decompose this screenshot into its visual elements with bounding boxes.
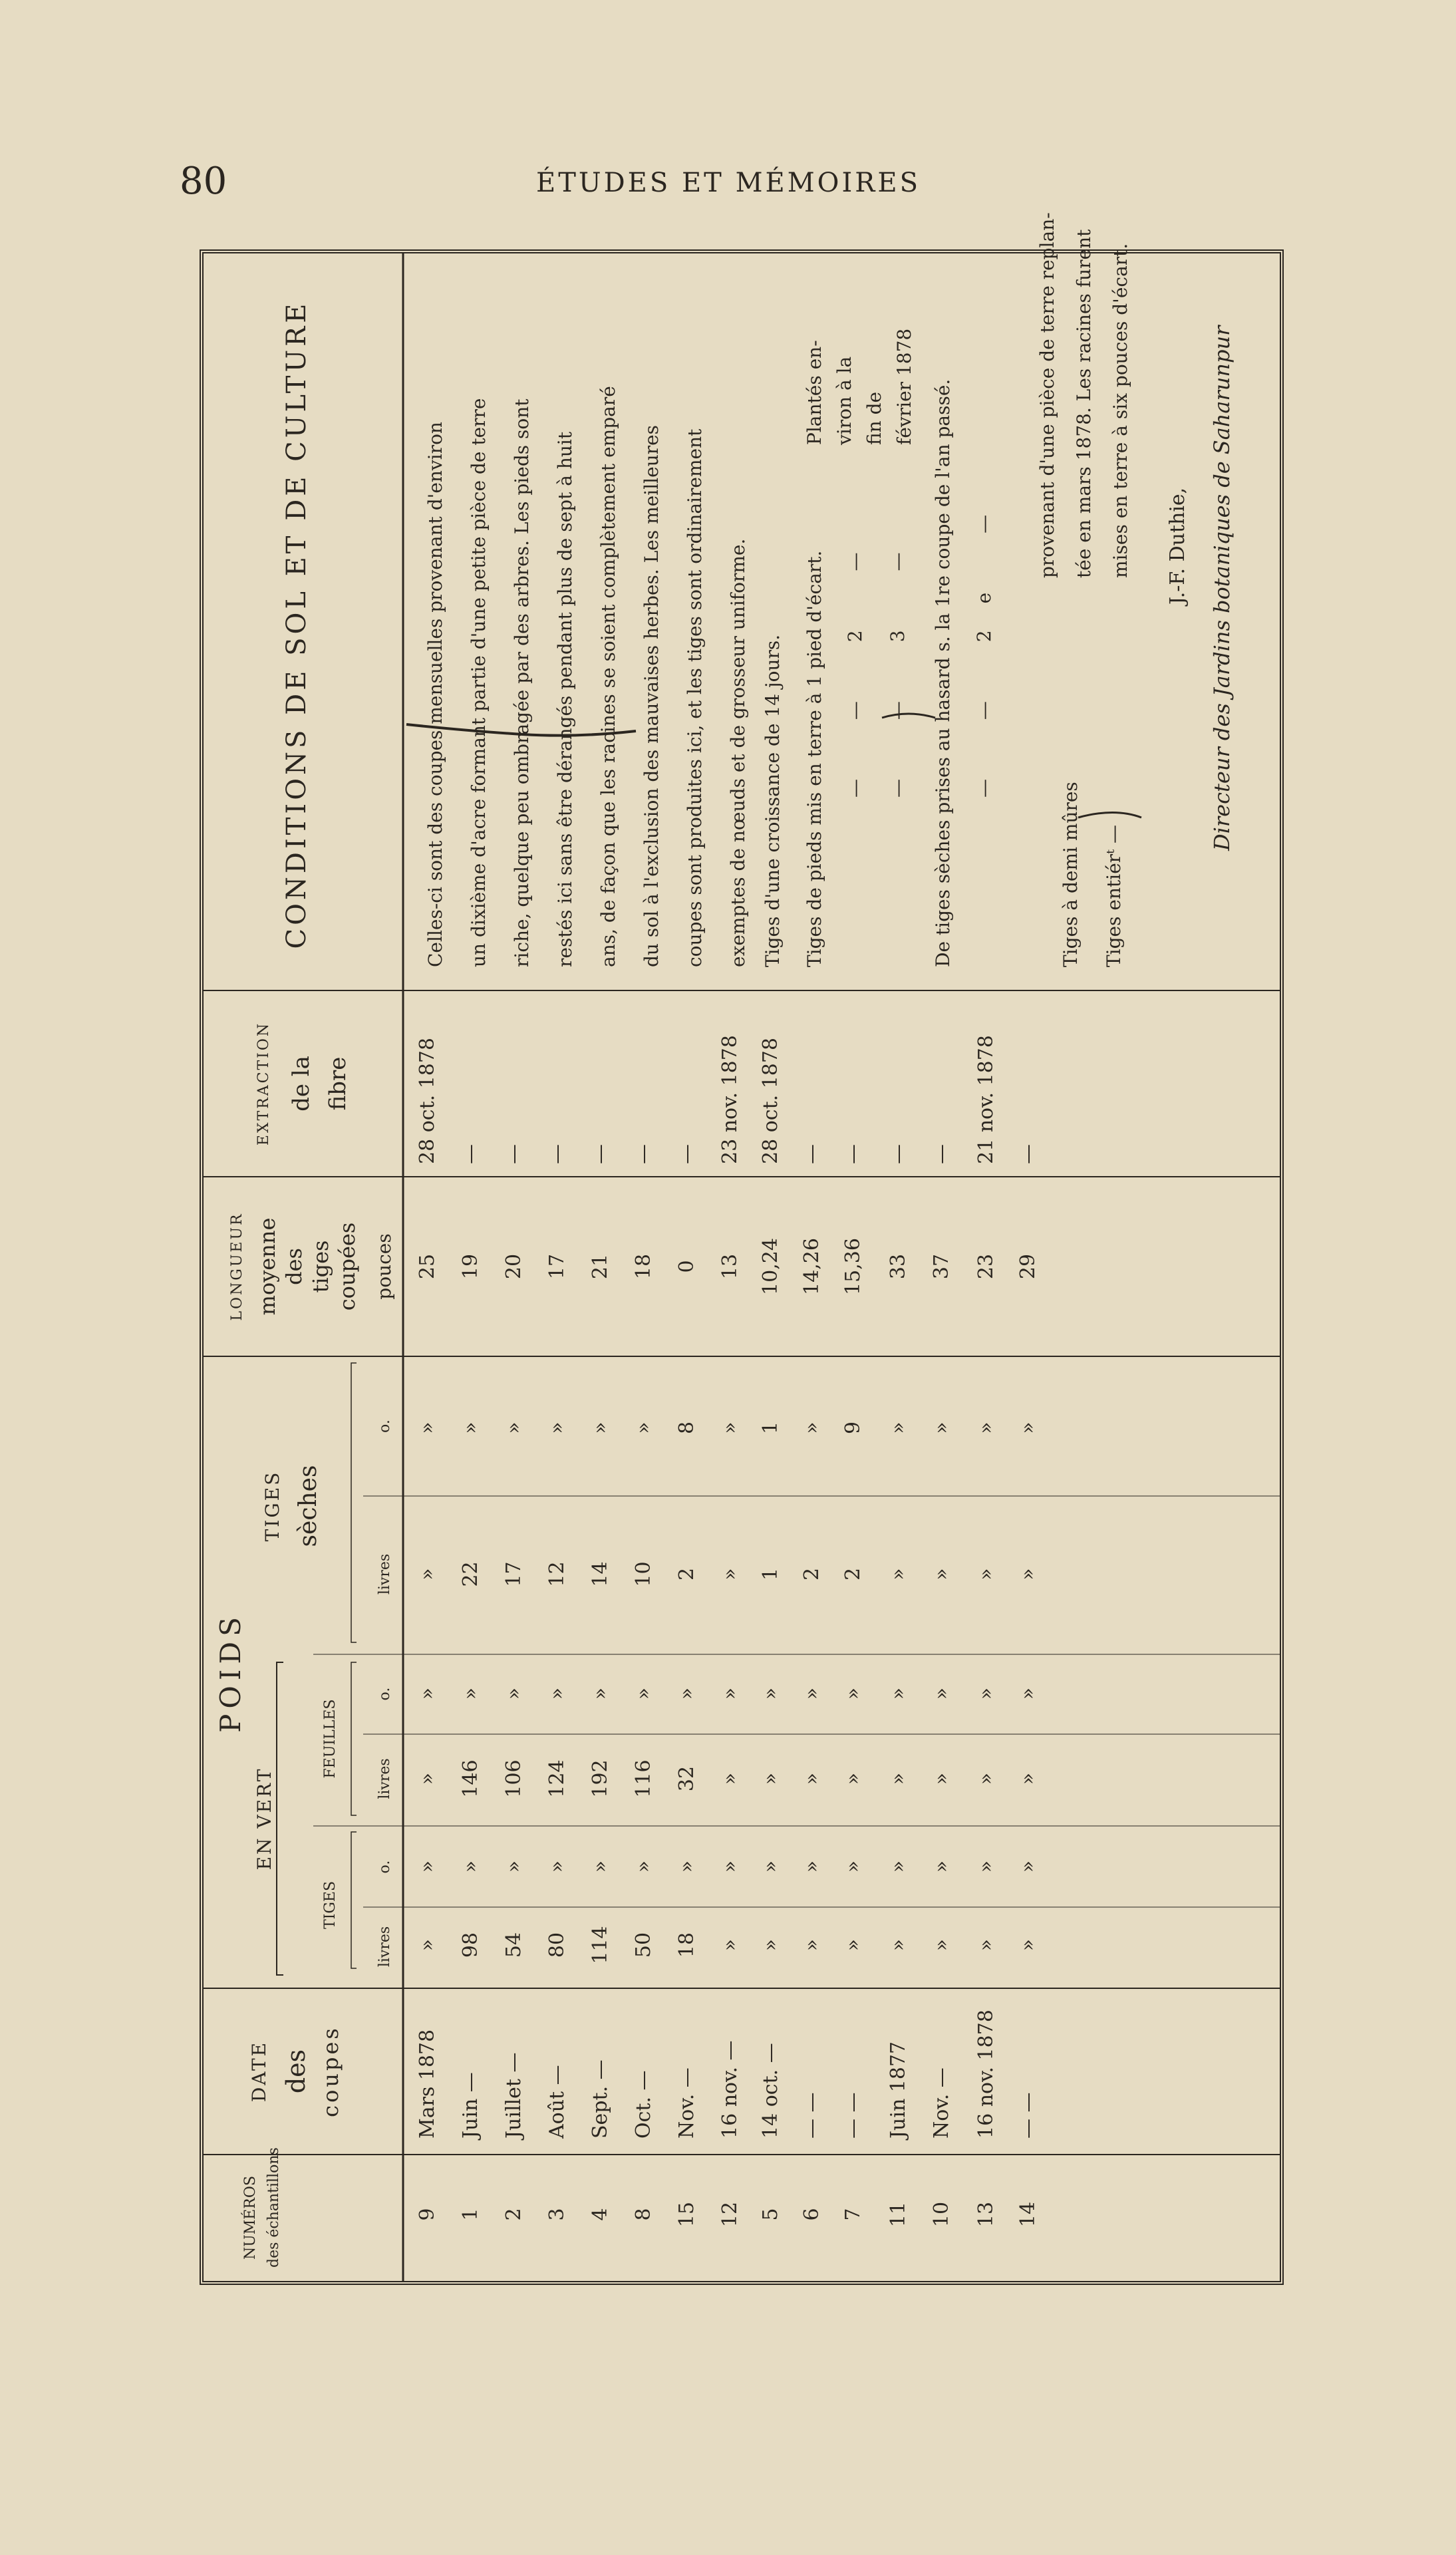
cell-fv-o: »	[759, 1687, 782, 1700]
header-tiges-seches: TIGES	[261, 1470, 283, 1542]
cell-date: Mars 1878	[416, 2029, 439, 2139]
cell-date: Juin 1877	[887, 2041, 910, 2139]
cell-ts-o: »	[416, 1422, 439, 1434]
cell-fv-o: »	[887, 1687, 910, 1700]
cell-num: 4	[589, 2208, 612, 2221]
cell-long: 0	[675, 1260, 698, 1273]
cell-ts-o: »	[632, 1422, 655, 1434]
cell-ts-l: 2	[800, 1567, 823, 1581]
unit-onces-1: o.	[376, 1860, 393, 1874]
cell-date: Nov. —	[675, 2067, 698, 2139]
cell-ts-l: »	[974, 1568, 998, 1580]
cell-long: 20	[502, 1253, 525, 1280]
cell-tv-l: »	[1016, 1938, 1040, 1952]
header-extraction-3: fibre	[325, 1056, 351, 1111]
cell-ts-o: »	[459, 1422, 482, 1434]
cell-tv-l: »	[841, 1938, 865, 1952]
condition-planted-line: fin de	[863, 391, 885, 445]
cell-extr: 28 oct. 1878	[416, 1037, 439, 1164]
cell-ts-o: »	[887, 1422, 910, 1434]
cell-tv-l: 114	[589, 1926, 612, 1964]
cell-ts-o: »	[545, 1422, 569, 1434]
cell-long: 10,24	[759, 1238, 782, 1295]
condition-row13b: provenant d'une pièce de terre replan-	[1036, 212, 1058, 578]
condition-row14a: Tiges entiérᵗ —	[1103, 825, 1125, 967]
cell-date: — —	[1016, 2092, 1040, 2139]
cell-ts-o: »	[800, 1422, 823, 1434]
cell-tv-o: »	[675, 1860, 698, 1873]
cell-extr: —	[589, 1144, 612, 1164]
cell-extr: —	[887, 1144, 910, 1164]
cell-tv-l: »	[416, 1938, 439, 1952]
unit-livres-3: livres	[376, 1553, 393, 1595]
cell-extr: —	[841, 1144, 865, 1164]
header-tiges-seches-sub: sèches	[295, 1465, 322, 1547]
cell-tv-o: »	[887, 1860, 910, 1873]
cell-long: 37	[930, 1253, 953, 1280]
header-numeros-sub: des échantillons	[265, 2147, 282, 2268]
cell-fv-l: 192	[589, 1759, 612, 1798]
cell-tv-o: »	[502, 1860, 525, 1873]
condition-row13a: Tiges à demi mûres	[1060, 782, 1082, 967]
cell-tv-o: »	[718, 1860, 742, 1873]
cell-date: 14 oct. —	[759, 2043, 782, 2139]
header-date-coupes: coupes	[318, 2026, 343, 2117]
cell-fv-l: »	[759, 1772, 782, 1785]
cell-tv-l: »	[800, 1938, 823, 1952]
cell-tv-o: »	[632, 1860, 655, 1873]
header-tiges: TIGES	[322, 1880, 339, 1930]
cell-long: 21	[589, 1253, 612, 1280]
cell-fv-l: »	[974, 1772, 998, 1785]
cell-extr: —	[930, 1144, 953, 1164]
header-longueur-3: des	[281, 1248, 307, 1285]
condition-line: restés ici sans être dérangés pendant plus de sept à huit	[554, 431, 576, 967]
cell-fv-o: »	[718, 1687, 742, 1700]
cell-date: Sept. —	[589, 2059, 612, 2139]
condition-row11: De tiges sèches prises au hasard s. la 1re coupe de l'an passé.	[932, 378, 954, 967]
cell-date: Nov. —	[930, 2067, 953, 2139]
cell-tv-o: »	[459, 1860, 482, 1873]
cell-num: 15	[675, 2201, 698, 2228]
condition-planted-line: février 1878	[893, 328, 915, 445]
cell-fv-o: »	[545, 1687, 569, 1700]
cell-extr: —	[632, 1144, 655, 1164]
cell-tv-l: 80	[545, 1932, 569, 1958]
unit-pouces: pouces	[373, 1233, 395, 1300]
cell-fv-l: »	[887, 1772, 910, 1785]
header-conditions: CONDITIONS DE SOL ET DE CULTURE	[281, 300, 312, 949]
condition-line: exemptes de nœuds et de grosseur uniforme.	[727, 538, 749, 967]
header-date-des: des	[281, 2049, 311, 2094]
header-numeros: NUMÉROS	[242, 2175, 259, 2260]
cell-fv-o: »	[841, 1687, 865, 1700]
cell-fv-l: 146	[459, 1759, 482, 1798]
cell-ts-o: 9	[841, 1421, 865, 1435]
condition-row12: Tiges d'une croissance de 14 jours.	[762, 634, 784, 967]
header-en-vert: EN VERT	[253, 1767, 275, 1871]
cell-fv-o: »	[675, 1687, 698, 1700]
cell-tv-l: »	[887, 1938, 910, 1952]
cell-fv-l: »	[930, 1772, 953, 1785]
condition-line: du sol à l'exclusion des mauvaises herbes. Les meilleures	[641, 424, 662, 967]
cell-tv-o: »	[545, 1860, 569, 1873]
cell-fv-l: »	[1016, 1772, 1040, 1785]
cell-long: 18	[632, 1253, 655, 1280]
cell-ts-l: »	[930, 1568, 953, 1580]
cell-tv-o: »	[759, 1860, 782, 1873]
header-extraction: EXTRACTION	[255, 1021, 272, 1146]
cell-num: 8	[632, 2208, 655, 2221]
unit-livres-1: livres	[376, 1926, 393, 1968]
cell-fv-o: »	[632, 1687, 655, 1700]
cell-num: 9	[416, 2208, 439, 2221]
cell-tv-l: »	[718, 1938, 742, 1952]
condition-line: Celles-ci sont des coupes mensuelles provenant d'environ	[424, 422, 446, 967]
cell-long: 19	[459, 1253, 482, 1280]
header-feuilles: FEUILLES	[322, 1699, 339, 1779]
cell-fv-l: 32	[675, 1765, 698, 1792]
cell-fv-l: »	[800, 1772, 823, 1785]
cell-ts-l: 10	[632, 1561, 655, 1587]
cell-extr: —	[545, 1144, 569, 1164]
cell-tv-l: »	[759, 1938, 782, 1952]
cell-date: — —	[800, 2092, 823, 2139]
cell-ts-l: 2	[841, 1567, 865, 1581]
cell-fv-l: »	[841, 1772, 865, 1785]
cell-ts-l: 12	[545, 1561, 569, 1587]
cell-extr: —	[502, 1144, 525, 1164]
cell-fv-o: »	[459, 1687, 482, 1700]
cell-ts-l: 1	[759, 1567, 782, 1581]
cell-tv-o: »	[416, 1860, 439, 1873]
cell-tv-l: »	[930, 1938, 953, 1952]
data-table	[200, 212, 1284, 2285]
cell-tv-o: »	[1016, 1860, 1040, 1873]
cell-ts-o: 1	[759, 1421, 782, 1435]
cell-ts-o: »	[974, 1422, 998, 1434]
cell-num: 6	[800, 2208, 823, 2221]
cell-extr: 21 nov. 1878	[974, 1035, 998, 1164]
cell-long: 25	[416, 1253, 439, 1280]
cell-ts-l: 14	[589, 1561, 612, 1587]
running-head: ÉTUDES ET MÉMOIRES	[536, 168, 921, 198]
cell-extr: —	[675, 1144, 698, 1164]
cell-num: 13	[974, 2201, 998, 2228]
cell-ts-l: 2	[675, 1567, 698, 1581]
cell-extr: —	[459, 1144, 482, 1164]
cell-fv-l: »	[416, 1772, 439, 1785]
unit-onces-3: o.	[376, 1420, 393, 1433]
cell-fv-l: »	[718, 1772, 742, 1785]
cell-date: 16 nov. —	[718, 2040, 742, 2139]
cell-date: Oct. —	[632, 2070, 655, 2139]
condition-line: riche, quelque peu ombragée par des arbres. Les pieds sont	[511, 398, 533, 967]
cell-date: Juillet —	[502, 2052, 525, 2139]
cell-ts-l: »	[1016, 1568, 1040, 1580]
cell-fv-l: 106	[502, 1759, 525, 1798]
signature-title: Directeur des Jardins botaniques de Saharunpur	[1209, 325, 1235, 851]
cell-fv-l: 116	[632, 1759, 655, 1798]
cell-fv-o: »	[589, 1687, 612, 1700]
cell-fv-o: »	[930, 1687, 953, 1700]
cell-ts-l: »	[887, 1568, 910, 1580]
cell-extr: 28 oct. 1878	[759, 1037, 782, 1164]
cell-fv-o: »	[502, 1687, 525, 1700]
cell-long: 17	[545, 1253, 569, 1280]
cell-long: 23	[974, 1253, 998, 1280]
cell-tv-l: 18	[675, 1932, 698, 1958]
cell-long: 15,36	[841, 1238, 865, 1295]
condition-line: un dixième d'acre formant partie d'une petite pièce de terre	[468, 398, 490, 967]
cell-ts-l: »	[718, 1568, 742, 1580]
cell-fv-l: 124	[545, 1759, 569, 1798]
cell-ts-l: 22	[459, 1561, 482, 1587]
cell-ts-l: »	[416, 1568, 439, 1580]
cell-ts-o: 8	[675, 1421, 698, 1435]
cell-num: 12	[718, 2201, 742, 2228]
cell-tv-o: »	[930, 1860, 953, 1873]
cell-tv-o: »	[841, 1860, 865, 1873]
condition-line: ans, de façon que les racines se soient complètement emparé	[597, 386, 619, 967]
condition-row6: — — 2 —	[844, 526, 866, 798]
page-header	[180, 160, 1277, 213]
cell-num: 7	[841, 2208, 865, 2221]
cell-tv-l: 98	[459, 1932, 482, 1958]
unit-livres-2: livres	[376, 1758, 393, 1799]
condition-row13c: tée en mars 1878. Les racines furent	[1073, 229, 1095, 578]
cell-tv-o: »	[800, 1860, 823, 1873]
header-date: DATE	[248, 2040, 270, 2103]
cell-num: 5	[759, 2208, 782, 2221]
cell-tv-l: 54	[502, 1932, 525, 1958]
signature-name: J.-F. Duthie,	[1166, 487, 1189, 605]
cell-extr: —	[1016, 1144, 1040, 1164]
cell-num: 11	[887, 2201, 910, 2228]
cell-num: 3	[545, 2208, 569, 2221]
header-extraction-2: de la	[288, 1056, 315, 1112]
cell-num: 14	[1016, 2201, 1040, 2228]
cell-ts-o: »	[589, 1422, 612, 1434]
condition-line: coupes sont produites ici, et les tiges sont ordinairement	[684, 428, 706, 967]
cell-num: 1	[459, 2208, 482, 2221]
header-poids: POIDS	[214, 1612, 247, 1733]
header-longueur-4: tiges	[308, 1240, 333, 1293]
cell-tv-o: »	[589, 1860, 612, 1873]
unit-onces-2: o.	[376, 1687, 393, 1701]
cell-extr: 23 nov. 1878	[718, 1035, 742, 1164]
cell-ts-o: »	[502, 1422, 525, 1434]
cell-date: Juin —	[459, 2072, 482, 2139]
cell-tv-o: »	[974, 1860, 998, 1873]
cell-date: — —	[841, 2092, 865, 2139]
header-longueur: LONGUEUR	[229, 1212, 245, 1321]
condition-row13d: mises en terre à six pouces d'écart.	[1109, 243, 1131, 578]
condition-row7: — — 3 —	[887, 526, 909, 798]
cell-num: 10	[930, 2201, 953, 2228]
condition-row5: Tiges de pieds mis en terre à 1 pied d'écart.	[803, 550, 825, 967]
cell-long: 29	[1016, 1253, 1040, 1280]
header-longueur-5: coupées	[335, 1222, 360, 1311]
condition-planted-line: Plantés en-	[803, 340, 825, 445]
cell-ts-o: »	[718, 1422, 742, 1434]
cell-long: 14,26	[800, 1238, 823, 1295]
condition-row10: — — 2e —	[973, 488, 995, 798]
cell-ts-o: »	[1016, 1422, 1040, 1434]
page-number: 80	[180, 160, 227, 203]
cell-tv-l: »	[974, 1938, 998, 1952]
header-longueur-2: moyenne	[255, 1217, 280, 1316]
cell-ts-o: »	[930, 1422, 953, 1434]
cell-ts-l: 17	[502, 1561, 525, 1587]
cell-fv-o: »	[974, 1687, 998, 1700]
cell-fv-o: »	[1016, 1687, 1040, 1700]
cell-fv-o: »	[416, 1687, 439, 1700]
cell-fv-o: »	[800, 1687, 823, 1700]
cell-extr: —	[800, 1144, 823, 1164]
cell-long: 33	[887, 1253, 910, 1280]
cell-tv-l: 50	[632, 1932, 655, 1958]
condition-planted-line: viron à la	[833, 356, 855, 445]
cell-num: 2	[502, 2208, 525, 2221]
rotated-table	[204, 212, 1280, 2281]
cell-long: 13	[718, 1253, 742, 1280]
cell-date: Août —	[545, 2065, 569, 2139]
cell-date: 16 nov. 1878	[974, 2010, 998, 2139]
